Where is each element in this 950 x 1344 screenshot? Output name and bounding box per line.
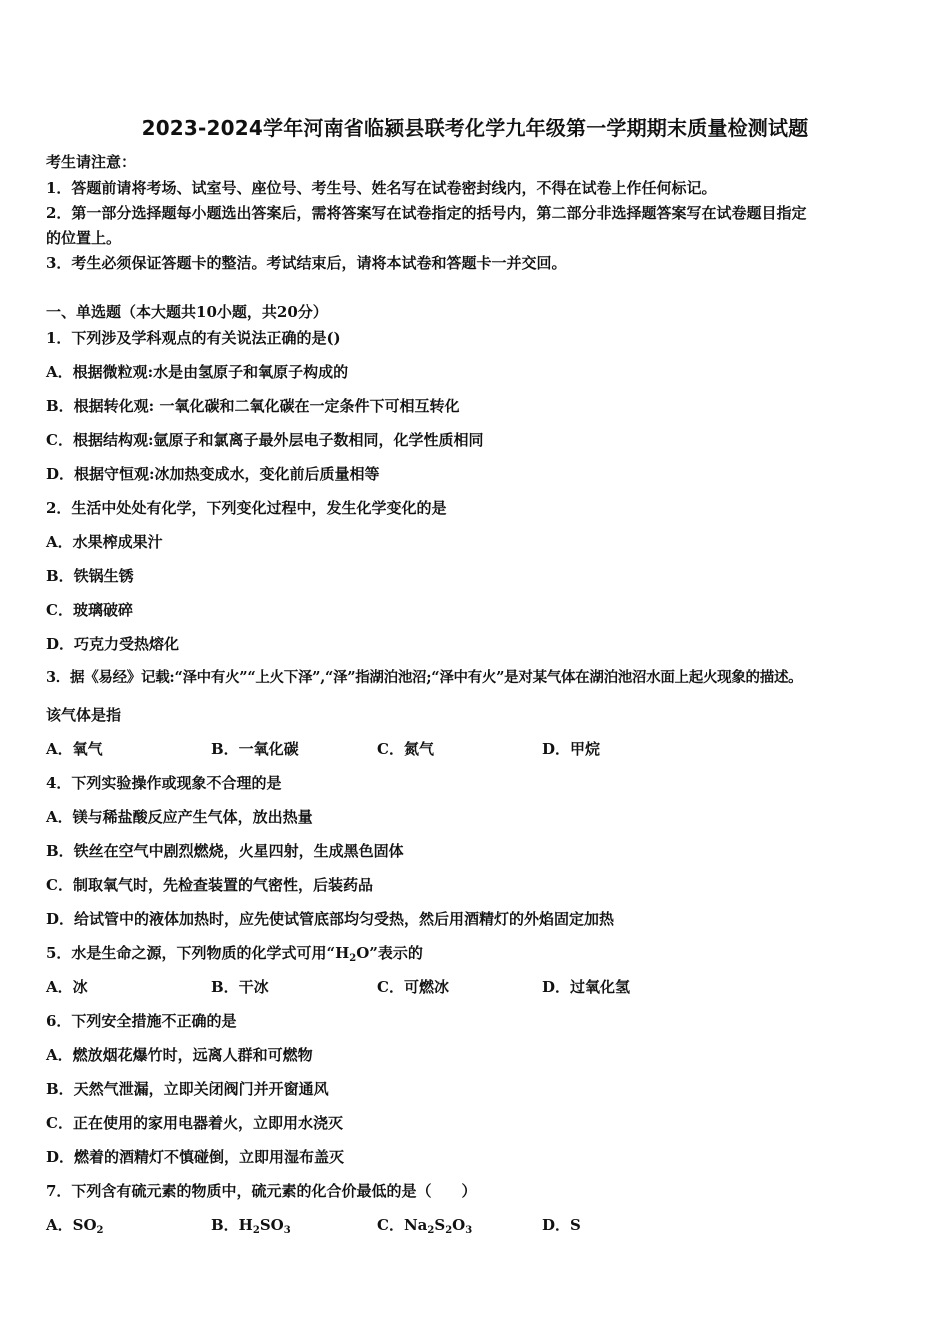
question-stem: 6．下列安全措施不正确的是 (46, 1012, 237, 1030)
option (377, 1215, 472, 1235)
option: C．玻璃破碎 (46, 601, 133, 619)
option: A．水果榨成果汁 (46, 533, 163, 551)
notice-heading: 考生请注意： (46, 153, 137, 171)
notice-item: 的位置上。 (46, 229, 122, 247)
formula-text: O (452, 1216, 466, 1234)
question-stem: 7．下列含有硫元素的物质中，硫元素的化合价最低的是（ ） (46, 1182, 477, 1200)
option: D．甲烷 (542, 740, 601, 758)
option: B．铁丝在空气中剧烈燃烧，火星四射，生成黑色固体 (46, 842, 404, 860)
page-title: 2023-2024学年河南省临颍县联考化学九年级第一学期期末质量检测试题 (141, 116, 809, 140)
option: B．根据转化观: 一氧化碳和二氧化碳在一定条件下可相互转化 (46, 397, 460, 415)
question-stem: 4．下列实验操作或现象不合理的是 (46, 774, 282, 792)
option: D．燃着的酒精灯不慎碰倒，立即用湿布盖灭 (46, 1148, 345, 1166)
formula-text: S (434, 1216, 446, 1234)
question-stem: 3．据《易经》记载:“泽中有火”“上火下泽”,“泽”指湖泊池沼;“泽中有火”是对某气体在湖泊池沼水面上起火现象的描述。 (46, 669, 803, 686)
option: D．给试管中的液体加热时，应先使试管底部均匀受热，然后用酒精灯的外焰固定加热 (46, 910, 615, 928)
subscript: 2 (349, 953, 357, 964)
option (211, 1215, 291, 1235)
formula-text: A．SO (46, 1216, 97, 1234)
question-stem (46, 943, 423, 963)
option: A．氧气 (46, 740, 103, 758)
option: D．根据守恒观:冰加热变成水，变化前后质量相等 (46, 465, 380, 483)
notice-item: 1．答题前请将考场、试室号、座位号、考生号、姓名写在试卷密封线内，不得在试卷上作任何标记。 (46, 179, 717, 197)
option: C．可燃冰 (377, 978, 449, 996)
stem-text: O”表示的 (356, 944, 423, 962)
option: C．氮气 (377, 740, 434, 758)
stem-text: 5．水是生命之源，下列物质的化学式可用“H (46, 944, 350, 962)
option: B．天然气泄漏，立即关闭阀门并开窗通风 (46, 1080, 329, 1098)
question-stem-continued: 该气体是指 (46, 706, 122, 724)
option: D．过氧化氢 (542, 978, 631, 996)
subscript: 3 (283, 1225, 291, 1236)
option: B．铁锅生锈 (46, 567, 134, 585)
option: C．制取氧气时，先检查装置的气密性，后装药品 (46, 876, 373, 894)
question-stem: 2．生活中处处有化学，下列变化过程中，发生化学变化的是 (46, 499, 447, 517)
notice-item: 3．考生必须保证答题卡的整洁。考试结束后，请将本试卷和答题卡一并交回。 (46, 254, 567, 272)
option: A．镁与稀盐酸反应产生气体，放出热量 (46, 808, 313, 826)
subscript: 2 (96, 1225, 104, 1236)
option: C．根据结构观:氩原子和氯离子最外层电子数相同，化学性质相同 (46, 431, 484, 449)
formula-text: C．Na (377, 1216, 428, 1234)
option: A．冰 (46, 978, 88, 996)
formula-text: B．H (211, 1216, 253, 1234)
option (46, 1215, 104, 1235)
formula-text: SO (259, 1216, 284, 1234)
option: D．S (542, 1216, 581, 1234)
option: B．一氧化碳 (211, 740, 299, 758)
question-stem: 1．下列涉及学科观点的有关说法正确的是() (46, 329, 341, 347)
notice-item: 2．第一部分选择题每小题选出答案后，需将答案写在试卷指定的括号内，第二部分非选择题答案写在试卷题目指定 (46, 204, 807, 222)
subscript: 2 (445, 1225, 453, 1236)
option: C．正在使用的家用电器着火，立即用水浇灭 (46, 1114, 343, 1132)
option: A．根据微粒观:水是由氢原子和氧原子构成的 (46, 363, 349, 381)
subscript: 2 (427, 1225, 435, 1236)
option: B．干冰 (211, 978, 269, 996)
option: D．巧克力受热熔化 (46, 635, 180, 653)
section-heading: 一、单选题（本大题共10小题，共20分） (46, 303, 328, 321)
option: A．燃放烟花爆竹时，远离人群和可燃物 (46, 1046, 313, 1064)
subscript: 2 (252, 1225, 260, 1236)
subscript: 3 (465, 1225, 473, 1236)
